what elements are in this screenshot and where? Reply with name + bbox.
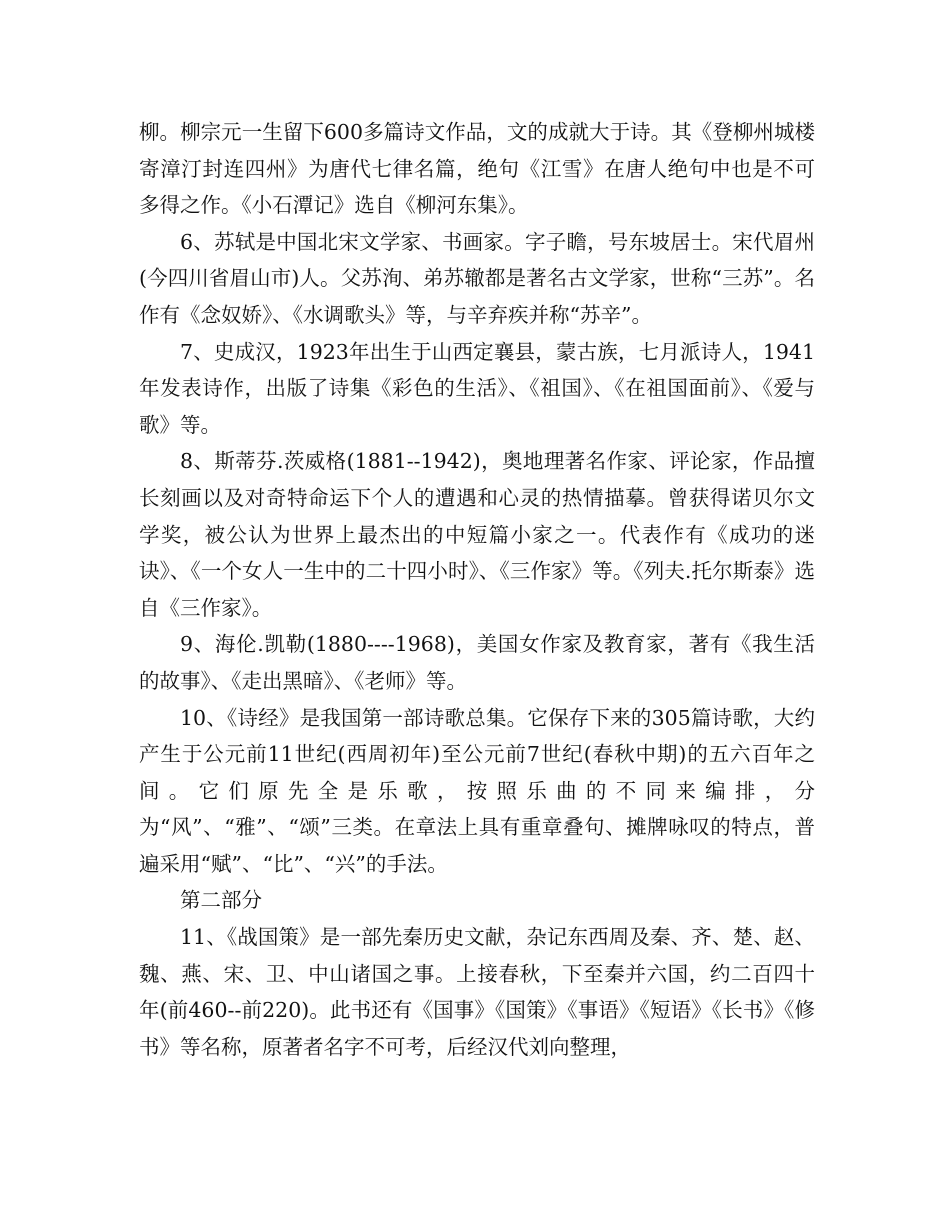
document-body (139, 114, 815, 1065)
paragraph-liu-zongyuan: 柳。柳宗元一生留下600多篇诗文作品，文的成就大于诗。其《登柳州城楼寄漳汀封连四州》为唐代七律名篇，绝句《江雪》在唐人绝句中也是不可多得之作。《小石潭记》选自《柳河东集》。 (139, 120, 815, 218)
paragraph-helen-keller: 9、海伦.凯勒(1880----1968)，美国女作家及教育家，著有《我生活的故事》、《走出黑暗》、《老师》等。 (139, 632, 815, 693)
paragraph-shi-chenghan: 7、史成汉，1923年出生于山西定襄县，蒙古族，七月派诗人，1941年发表诗作，出版了诗集《彩色的生活》、《祖国》、《在祖国面前》、《爱与歌》等。 (139, 339, 815, 437)
paragraph-zweig: 8、斯蒂芬.茨威格(1881--1942)，奥地理著名作家、评论家，作品擅长刻画以及对奇特命运下个人的遭遇和心灵的热情描摹。曾获得诺贝尔文学奖，被公认为世界上最杰出的中短篇小家之一。代表作有《成功的迷诀》、《一个女人一生中的二十四小时》、《三作家》等。《列夫.托尔斯泰》选自《三作家》。 (139, 449, 815, 620)
paragraph-shijing: 10、《诗经》是我国第一部诗歌总集。它保存下来的305篇诗歌，大约产生于公元前11世纪(西周初年)至公元前7世纪(春秋中期)的五六百年之间。它们原先全是乐歌，按照乐曲的不同来编排，分为“风”、“雅”、“颂”三类。在章法上具有重章叠句、摊牌咏叹的特点，普遍采用“赋”、“比”、“兴”的手法。 (139, 705, 815, 876)
paragraph-zhanguoce: 11、《战国策》是一部先秦历史文献，杂记东西周及秦、齐、楚、赵、魏、燕、宋、卫、中山诸国之事。上接春秋，下至秦并六国，约二百四十年(前460--前220)。此书还有《国事》《国策》《事语》《短语》《长书》《修书》等名称，原著者名字不可考，后经汉代刘向整理， (139, 925, 815, 1059)
paragraph-su-shi: 6、苏轼是中国北宋文学家、书画家。字子瞻，号东坡居士。宋代眉州(今四川省眉山市)人。父苏洵、弟苏辙都是著名古文学家，世称“三苏”。名作有《念奴娇》、《水调歌头》等，与辛弃疾并称“苏辛”。 (139, 229, 815, 327)
section-heading-part-two: 第二部分 (180, 888, 262, 913)
